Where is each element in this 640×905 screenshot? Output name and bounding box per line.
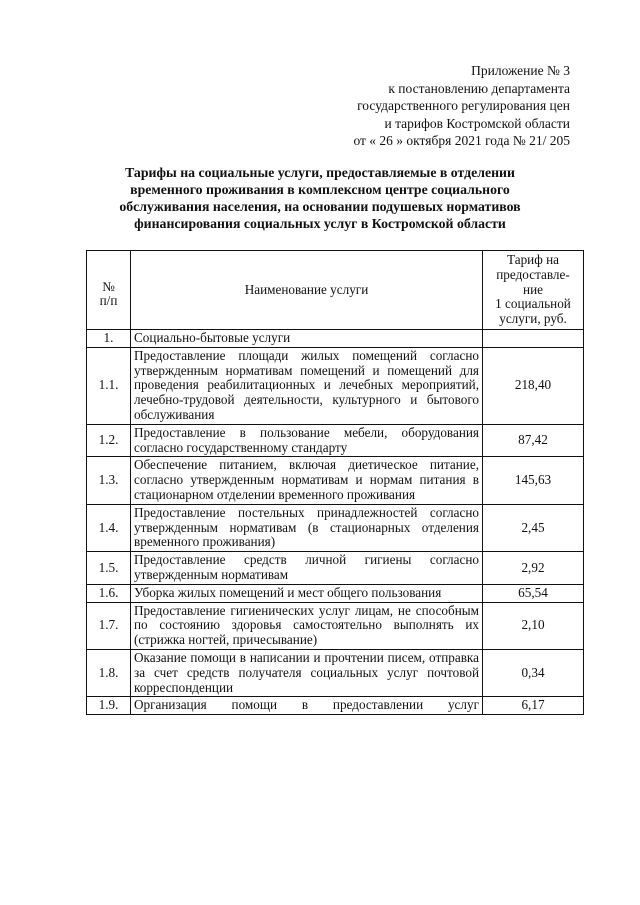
appendix-block xyxy=(210,62,570,150)
appendix-line: к постановлению департамента xyxy=(388,80,570,96)
header-tariff-line: Тариф на xyxy=(507,252,559,267)
row-service-name: Организация помощи в предоставлении услуг xyxy=(131,697,483,715)
row-service-name: Обеспечение питанием, включая диетическое питание, согласно утвержденным нормативам и нормам питания в стационарном отделении временного проживания xyxy=(131,457,483,504)
row-service-name: Социально-бытовые услуги xyxy=(131,329,483,347)
appendix-line: Приложение № 3 xyxy=(471,63,570,78)
title-line: обслуживания населения, на основании подушевых нормативов xyxy=(119,199,521,214)
row-service-name: Предоставление средств личной гигиены согласно утвержденным нормативам xyxy=(131,552,483,585)
row-price: 0,34 xyxy=(483,649,584,696)
table-row xyxy=(87,602,584,649)
appendix-line: государственного регулирования цен xyxy=(357,98,570,113)
row-number: 1.9. xyxy=(87,697,131,715)
row-price: 65,54 xyxy=(483,584,584,602)
title-line: временного проживания в комплексном центре социального xyxy=(130,182,510,197)
header-tariff-line: ние xyxy=(523,281,543,297)
row-service-name: Уборка жилых помещений и мест общего пользования xyxy=(131,584,483,602)
table-row xyxy=(87,697,584,715)
header-service-name: Наименование услуги xyxy=(131,251,483,330)
tariff-table xyxy=(86,250,584,715)
row-number: 1.8. xyxy=(87,649,131,696)
table-row xyxy=(87,424,584,457)
row-price: 145,63 xyxy=(483,457,584,504)
row-number: 1.4. xyxy=(87,504,131,551)
row-service-name: Предоставление гигиенических услуг лицам, не способным по состоянию здоровья самостоятельно выполнять их (стрижка ногтей, причесывание) xyxy=(131,602,483,649)
row-number: 1.7. xyxy=(87,602,131,649)
row-price xyxy=(483,329,584,347)
title-line: финансирования социальных услуг в Костромской области xyxy=(134,216,506,231)
header-tariff-line: 1 социальной xyxy=(495,296,571,312)
title-line: Тарифы на социальные услуги, предоставляемые в отделении xyxy=(125,165,515,180)
row-number: 1.2. xyxy=(87,424,131,457)
table-row xyxy=(87,552,584,585)
table-row xyxy=(87,329,584,347)
row-price: 87,42 xyxy=(483,424,584,457)
row-number: 1.1. xyxy=(87,347,131,424)
header-number-line: № xyxy=(102,278,115,294)
appendix-line: от « 26 » октября 2021 года № 21/ 205 xyxy=(353,133,570,148)
row-price: 2,45 xyxy=(483,504,584,551)
table-row xyxy=(87,347,584,424)
header-tariff-line: предоставле- xyxy=(496,266,570,282)
row-service-name: Предоставление в пользование мебели, оборудования согласно государственному стандарту xyxy=(131,424,483,457)
table-header-row xyxy=(87,251,584,330)
header-number-line: п/п xyxy=(99,293,118,309)
header-number xyxy=(87,251,131,330)
table-row xyxy=(87,457,584,504)
row-price: 6,17 xyxy=(483,697,584,715)
row-price: 2,92 xyxy=(483,552,584,585)
row-number: 1.5. xyxy=(87,552,131,585)
row-number: 1.3. xyxy=(87,457,131,504)
appendix-line: и тарифов Костромской области xyxy=(384,115,570,131)
row-price: 2,10 xyxy=(483,602,584,649)
row-service-name: Оказание помощи в написании и прочтении писем, отправка за счет средств получателя социальных услуг почтовой корреспонденции xyxy=(131,649,483,696)
header-tariff xyxy=(483,251,584,330)
row-price: 218,40 xyxy=(483,347,584,424)
document-title xyxy=(60,164,580,232)
row-number: 1. xyxy=(87,329,131,347)
table-row xyxy=(87,584,584,602)
row-service-name: Предоставление постельных принадлежностей согласно утвержденным нормативам (в стационарных отделения временного проживания) xyxy=(131,504,483,551)
table-row xyxy=(87,649,584,696)
row-service-name: Предоставление площади жилых помещений согласно утвержденным нормативам помещений и помещений для проведения реабилитационных и лечебных мероприятий, лечебно-трудовой деятельности, культурного и бытового обслуживания xyxy=(131,347,483,424)
header-tariff-line: услуги, руб. xyxy=(499,311,567,327)
row-number: 1.6. xyxy=(87,584,131,602)
table-row xyxy=(87,504,584,551)
